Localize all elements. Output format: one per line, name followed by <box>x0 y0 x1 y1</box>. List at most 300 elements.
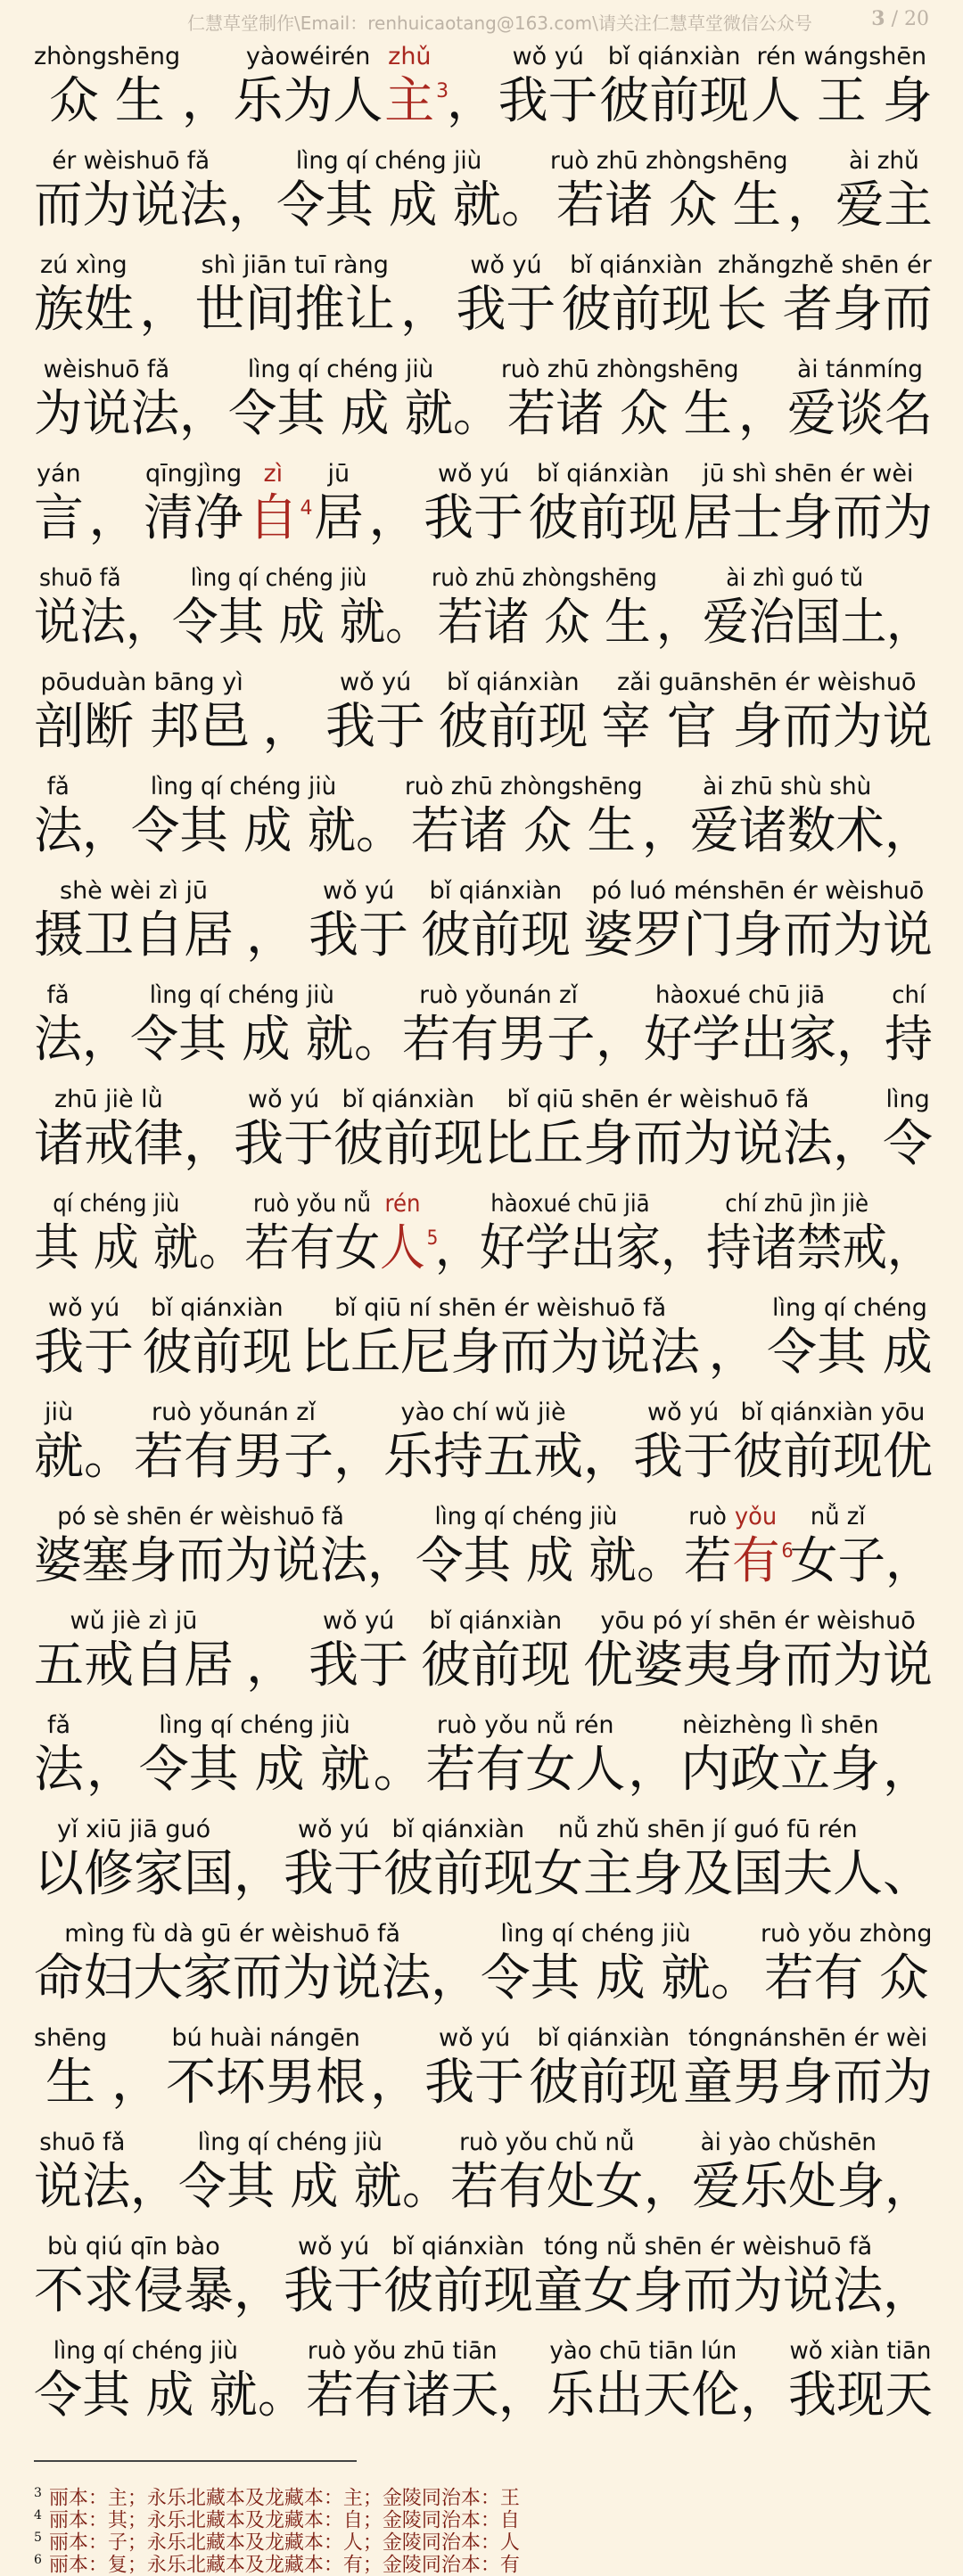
hanzi: 宰 官 身而为说 <box>601 698 933 756</box>
pinyin: bǐ qiū shēn ér wèishuō fǎ <box>506 1086 810 1113</box>
hanzi: ， <box>86 1741 136 1799</box>
pinyin: wǒ yú <box>340 669 412 696</box>
hanzi: 法 <box>34 1741 84 1799</box>
text-line <box>0 771 963 875</box>
pinyin: shì jiān tuī ràng <box>201 251 389 279</box>
hanzi: 彼前现 <box>383 2262 533 2320</box>
hanzi: 童男身而为 <box>683 2054 933 2112</box>
hanzi: 我于 <box>309 907 408 964</box>
hanzi: 乐为人 <box>233 72 383 130</box>
hanzi: 说法 <box>34 2158 131 2216</box>
hanzi: 乐持五戒 <box>383 1428 583 1486</box>
pinyin: wǒ yú <box>48 1294 120 1322</box>
text-line <box>0 41 963 145</box>
hanzi: 剖断 邦邑 <box>34 698 250 756</box>
pinyin: hàoxué chū jiā <box>654 981 825 1009</box>
hanzi: ， <box>708 1324 759 1382</box>
hanzi: 。 <box>385 594 432 652</box>
hanzi: 令其 成 就 <box>481 1949 712 2007</box>
pinyin: bǐ qiánxiàn <box>537 2024 671 2052</box>
hanzi: ， <box>595 1011 644 1069</box>
pinyin: bǐ qiánxiàn <box>342 1086 475 1113</box>
hanzi: 令其 成 就 <box>178 2158 402 2216</box>
hanzi: 而为说法 <box>34 176 228 234</box>
hanzi: 彼前现 <box>421 907 571 964</box>
footnote-number: 6 <box>34 2553 42 2567</box>
pinyin: pó luó ménshēn ér wèishuō <box>591 877 925 905</box>
hanzi: 持诸禁戒 <box>706 1219 888 1277</box>
pinyin: mìng fù dà gū ér wèishuō fǎ <box>64 1920 400 1948</box>
hanzi: ， <box>184 1115 234 1173</box>
pinyin: zhǔ <box>388 43 432 70</box>
footnote-divider <box>34 2460 357 2462</box>
hanzi: 爱主 <box>835 176 933 234</box>
pinyin: wǒ yú <box>647 1399 720 1426</box>
hanzi: 居士身而为 <box>683 489 933 547</box>
hanzi: 若有女 <box>243 1219 380 1277</box>
pinyin: zhū jiè lǜ <box>54 1086 163 1113</box>
pinyin: ài tánmíng <box>797 356 923 383</box>
pinyin: yào chū tiān lún <box>549 2337 737 2365</box>
hanzi: 我于 <box>284 2262 383 2320</box>
pinyin: rén wángshēn <box>756 43 927 70</box>
footnote-ref: 4 <box>300 497 313 520</box>
hanzi: ， <box>738 385 787 443</box>
hanzi: 。 <box>636 1532 685 1590</box>
hanzi: 。 <box>84 1428 134 1486</box>
hanzi: 居 <box>314 489 364 547</box>
pinyin: ruò yǒu nǚ <box>252 1190 371 1218</box>
hanzi: 我于 <box>456 281 556 339</box>
pinyin: bú huài nángēn <box>171 2024 360 2052</box>
pinyin: chí <box>892 981 926 1009</box>
pinyin: bù qiú qīn bào <box>47 2233 220 2260</box>
hanzi: ， <box>368 489 419 547</box>
hanzi: 持 <box>884 1011 933 1069</box>
hanzi: 好学出家 <box>643 1011 836 1069</box>
hanzi: 彼前现 <box>333 1115 483 1173</box>
footnote-text: 丽本：复；永乐北藏本及龙藏本：有；金陵同治本：有 <box>48 2554 520 2576</box>
pinyin: jū shì shēn ér wèi <box>703 460 914 488</box>
hanzi: 不求侵暴 <box>34 2262 234 2320</box>
hanzi: ， <box>885 1532 933 1590</box>
text-line <box>0 667 963 771</box>
hanzi: ， <box>628 1741 679 1799</box>
pinyin: ruò yǒu zhū tiān <box>308 2337 498 2365</box>
text-line <box>0 1814 963 1918</box>
hanzi: 比丘身而为说法 <box>483 1115 833 1173</box>
hanzi: 。 <box>373 1741 424 1799</box>
hanzi: 命妇大家而为说法 <box>34 1949 432 2007</box>
hanzi: 令其 成 就 <box>415 1532 637 1590</box>
footnote-text: 丽本：子；永乐北藏本及龙藏本：人；金陵同治本：人 <box>48 2531 520 2555</box>
hanzi: ， <box>498 2367 547 2424</box>
hanzi: 令其 成 就 <box>227 385 453 443</box>
hanzi: ， <box>835 1011 885 1069</box>
hanzi: 令其 成 <box>767 1324 933 1382</box>
footnote-item <box>34 2527 926 2555</box>
hanzi: ， <box>641 802 691 860</box>
pinyin: lìng qí chéng jiù <box>295 147 482 175</box>
page-header <box>0 0 963 39</box>
hanzi: 优婆夷身而为说 <box>583 1637 933 1694</box>
hanzi: ， <box>367 1532 416 1590</box>
hanzi: 。 <box>711 1949 761 2007</box>
hanzi: 内政立身 <box>680 1741 881 1799</box>
hanzi: 彼前现 <box>438 698 588 756</box>
hanzi: ， <box>130 2158 179 2216</box>
hanzi: 童女身而为说法 <box>533 2262 883 2320</box>
hanzi: 令 <box>883 1115 933 1173</box>
hanzi: 我于 <box>424 2054 524 2112</box>
pinyin: bǐ qiánxiàn <box>447 669 580 696</box>
hanzi: ， <box>786 176 836 234</box>
pinyin: lìng qí chéng jiù <box>197 2129 383 2156</box>
page-current: 3 <box>871 7 885 30</box>
footnotes <box>34 2482 926 2576</box>
text-line <box>0 458 963 562</box>
hanzi: 若诸 众 生 <box>410 802 636 860</box>
hanzi: ， <box>886 594 933 652</box>
pinyin: bǐ qiánxiàn <box>391 2233 525 2260</box>
pinyin: bǐ qiánxiàn <box>151 1294 284 1322</box>
pinyin: ài zhū shù shù <box>703 773 872 800</box>
pinyin: wǒ yú <box>298 2233 370 2260</box>
pinyin: wǔ jiè zì jū <box>70 1607 198 1635</box>
hanzi: 若有女人 <box>425 1741 626 1799</box>
hanzi: 不坏男根 <box>166 2054 366 2112</box>
hanzi: 。 <box>354 1011 403 1069</box>
pinyin: tóng nǚ shēn ér wèishuō fǎ <box>544 2233 873 2260</box>
pinyin: ruò yǒunán zǐ <box>152 1399 316 1426</box>
page-total: / 20 <box>891 8 929 30</box>
hanzi: 若 <box>684 1532 732 1590</box>
sutra-text <box>0 41 963 2440</box>
pinyin: yōu pó yí shēn ér wèishuō <box>600 1607 916 1635</box>
pinyin: ruò yǒu zhòng <box>761 1920 933 1948</box>
hanzi: ， <box>88 489 139 547</box>
footnote-item <box>34 2549 926 2576</box>
hanzi: 法 <box>34 1011 83 1069</box>
pinyin: lìng qí chéng jiù <box>53 2337 238 2365</box>
pinyin: wǒ yú <box>298 1816 370 1843</box>
footnote-item <box>34 2505 926 2532</box>
footnote-ref: 5 <box>426 1227 439 1250</box>
hanzi: 生 <box>45 2054 95 2112</box>
pinyin: shè wèi zì jū <box>60 877 209 905</box>
pinyin: wǒ yú <box>323 1607 395 1635</box>
hanzi: 婆塞身而为说法 <box>34 1532 368 1590</box>
hanzi: 若有男子 <box>134 1428 333 1486</box>
text-line <box>0 2127 963 2231</box>
text-line <box>0 980 963 1084</box>
pinyin: yán <box>37 460 81 488</box>
hanzi: 我于 <box>424 489 523 547</box>
hanzi: ， <box>643 2158 692 2216</box>
hanzi: 彼前现 <box>561 281 712 339</box>
pinyin: bǐ qiū ní shēn ér wèishuō fǎ <box>334 1294 667 1322</box>
footnote-text: 丽本：主；永乐北藏本及龙藏本：主；金陵同治本：王 <box>48 2487 520 2510</box>
pinyin: zhǎngzhě shēn ér <box>718 251 932 279</box>
hanzi: ， <box>883 2262 933 2320</box>
pinyin: bǐ qiánxiàn <box>570 251 703 279</box>
hanzi: 五戒自居 <box>34 1637 234 1694</box>
pinyin: jiù <box>45 1399 74 1426</box>
pinyin: lìng <box>885 1086 930 1113</box>
pinyin: yǒu <box>734 1503 777 1530</box>
text-line <box>0 1397 963 1501</box>
pinyin: lìng qí chéng jiù <box>149 981 335 1009</box>
pinyin: ài zhǔ <box>849 147 919 175</box>
hanzi: 令其 成 就 <box>130 802 356 860</box>
text-line <box>0 250 963 354</box>
pinyin: ài zhì guó tǔ <box>726 564 864 592</box>
text-line <box>0 875 963 980</box>
pinyin: lìng qí chéng jiù <box>500 1920 691 1948</box>
pinyin: lìng qí chéng <box>772 1294 927 1322</box>
hanzi: 就 <box>34 1428 84 1486</box>
text-line <box>0 562 963 667</box>
hanzi: 若诸 众 生 <box>507 385 733 443</box>
hanzi: ， <box>126 594 172 652</box>
hanzi: 其 成 就 <box>34 1219 199 1277</box>
hanzi: ， <box>179 385 228 443</box>
pinyin: ruò zhū zhòngshēng <box>404 773 643 800</box>
pinyin: shēng <box>34 2024 108 2052</box>
hanzi: 彼前现 <box>528 489 679 547</box>
pinyin: zì <box>263 460 284 488</box>
hanzi: ， <box>656 594 704 652</box>
pinyin: fǎ <box>47 1711 71 1739</box>
hanzi: 令其 成 就 <box>171 594 385 652</box>
pinyin: bǐ qiánxiàn <box>537 460 670 488</box>
hanzi: ， <box>82 802 131 860</box>
hanzi: 有 <box>731 1532 780 1590</box>
hanzi: ， <box>234 1845 284 1903</box>
pinyin: jū <box>327 460 350 488</box>
hanzi: ， <box>181 72 232 130</box>
pinyin: lìng qí chéng jiù <box>247 356 433 383</box>
hanzi: ， <box>446 72 497 130</box>
hanzi: ， <box>139 281 190 339</box>
hanzi: 我于 <box>633 1428 733 1486</box>
pinyin: pó sè shēn ér wèishuō fǎ <box>57 1503 344 1530</box>
pinyin: hàoxué chū jiā <box>490 1190 651 1218</box>
hanzi: 女子 <box>789 1532 885 1590</box>
hanzi: 若诸 众 生 <box>437 594 651 652</box>
hanzi: 彼前现 <box>142 1324 292 1382</box>
hanzi: 若有 众 <box>764 1949 929 2007</box>
pinyin: ér wèishuō fǎ <box>52 147 210 175</box>
pinyin: lìng qí chéng jiù <box>159 1711 350 1739</box>
hanzi: 人 <box>379 1219 425 1277</box>
pinyin: ruò <box>688 1503 728 1530</box>
pinyin: ruò yǒunán zǐ <box>419 981 579 1009</box>
hanzi: 令其 成 就 <box>276 176 502 234</box>
hanzi: 女主身及国夫人 <box>533 1845 883 1903</box>
hanzi: 我于 <box>498 72 598 130</box>
pinyin: zú xìng <box>40 251 128 279</box>
hanzi: ， <box>883 1741 933 1799</box>
pinyin: qīngjìng <box>145 460 243 488</box>
footnote-number: 5 <box>34 2531 42 2545</box>
pinyin: tóngnánshēn ér wèi <box>688 2024 928 2052</box>
hanzi: 令其 成 就 <box>34 2367 258 2424</box>
pinyin: shuō fǎ <box>38 564 121 592</box>
hanzi: 清净 <box>144 489 243 547</box>
hanzi: ， <box>434 1219 481 1277</box>
hanzi: ， <box>262 698 313 756</box>
hanzi: ， <box>111 2054 161 2112</box>
pinyin: yào chí wǔ jiè <box>400 1399 566 1426</box>
hanzi: 若诸 众 生 <box>556 176 781 234</box>
pinyin: wǒ yú <box>439 2024 511 2052</box>
text-line <box>0 1188 963 1292</box>
hanzi: ， <box>833 1115 883 1173</box>
pinyin: wǒ yú <box>323 877 395 905</box>
text-line <box>0 1084 963 1188</box>
hanzi: 彼前现 <box>421 1637 571 1694</box>
hanzi: 我现天 <box>787 2367 933 2424</box>
pinyin: fǎ <box>46 773 70 800</box>
hanzi: ， <box>400 281 450 339</box>
pinyin: bǐ qiánxiàn <box>607 43 741 70</box>
hanzi: 令其 成 就 <box>138 1741 371 1799</box>
hanzi: 比丘尼身而为说法 <box>300 1324 700 1382</box>
pinyin: ruò zhū zhòngshēng <box>549 147 788 175</box>
hanzi: 摄卫自居 <box>34 907 234 964</box>
pinyin: yǐ xiū jiā guó <box>57 1816 211 1843</box>
pinyin: shuō fǎ <box>39 2129 126 2156</box>
text-line <box>0 2231 963 2335</box>
hanzi: 彼前现 <box>529 2054 679 2112</box>
pinyin: wǒ yú <box>470 251 542 279</box>
hanzi: 族姓 <box>34 281 134 339</box>
hanzi: 长 者身而 <box>717 281 933 339</box>
hanzi: 。 <box>501 176 550 234</box>
hanzi: 自 <box>248 489 299 547</box>
pinyin: wèishuō fǎ <box>43 356 170 383</box>
page-number <box>871 7 929 30</box>
pinyin: rén <box>384 1190 421 1218</box>
header-watermark-text: 仁慧草堂制作\Email：renhuicaotang@163.com\请关注仁慧草堂微信公众号 <box>187 12 812 34</box>
hanzi: 众 生 <box>49 72 165 130</box>
hanzi: ， <box>82 1011 131 1069</box>
pinyin: wǒ yú <box>248 1086 320 1113</box>
hanzi: 好学出家 <box>480 1219 662 1277</box>
hanzi: 乐出天伦 <box>547 2367 740 2424</box>
pinyin: zǎi guānshēn ér wèishuō <box>617 669 917 696</box>
hanzi: ， <box>227 176 276 234</box>
hanzi: 主 <box>384 72 435 130</box>
pinyin: bǐ qiánxiàn <box>429 1607 563 1635</box>
footnote-ref: 6 <box>781 1540 794 1563</box>
hanzi: 。 <box>453 385 502 443</box>
hanzi: ， <box>246 1637 296 1694</box>
text-line <box>0 1710 963 1814</box>
hanzi: 我于 <box>234 1115 333 1173</box>
pinyin: nèizhèng lì shēn <box>682 1711 879 1739</box>
pinyin: bǐ qiánxiàn <box>429 877 563 905</box>
pinyin: ruò yǒu chǔ nǚ <box>459 2129 635 2156</box>
text-line <box>0 1292 963 1397</box>
pinyin: chí zhū jìn jiè <box>725 1190 869 1218</box>
hanzi: 、 <box>883 1845 933 1903</box>
text-line <box>0 1918 963 2022</box>
pinyin: qí chéng jiù <box>53 1190 180 1218</box>
text-line <box>0 145 963 250</box>
hanzi: 爱谈名 <box>786 385 933 443</box>
hanzi: 彼前现 <box>599 72 750 130</box>
hanzi: 言 <box>34 489 84 547</box>
hanzi: 说法 <box>34 594 127 652</box>
hanzi: 。 <box>356 802 405 860</box>
hanzi: ， <box>583 1428 633 1486</box>
pinyin: zhòngshēng <box>34 43 181 70</box>
hanzi: ， <box>370 2054 420 2112</box>
hanzi: 若有男子 <box>402 1011 596 1069</box>
text-line <box>0 1605 963 1710</box>
hanzi: ， <box>884 2158 933 2216</box>
hanzi: 以修家国 <box>34 1845 234 1903</box>
hanzi: 世间推让 <box>194 281 395 339</box>
hanzi: ， <box>739 2367 788 2424</box>
footnote-number: 4 <box>34 2508 42 2523</box>
pinyin: wǒ yú <box>438 460 510 488</box>
hanzi: 我于 <box>325 698 425 756</box>
pinyin: nǚ zǐ <box>810 1503 866 1530</box>
hanzi: 诸戒律 <box>34 1115 184 1173</box>
pinyin: wǒ xiàn tiān <box>789 2337 932 2365</box>
hanzi: 。 <box>402 2158 451 2216</box>
hanzi: 我于 <box>34 1324 134 1382</box>
hanzi: 婆罗门身而为说 <box>583 907 933 964</box>
hanzi: 法 <box>34 802 83 860</box>
pinyin: lìng qí chéng jiù <box>150 773 336 800</box>
hanzi: ， <box>246 907 296 964</box>
pinyin: ruò yǒu nǚ rén <box>436 1711 614 1739</box>
pinyin: nǚ zhǔ shēn jí guó fū rén <box>558 1816 858 1843</box>
hanzi: 。 <box>198 1219 244 1277</box>
hanzi: ， <box>887 1219 933 1277</box>
pinyin: lìng qí chéng jiù <box>190 564 367 592</box>
pinyin: bǐ qiánxiàn yōu <box>740 1399 926 1426</box>
hanzi: 爱诸数术 <box>690 802 885 860</box>
hanzi: 彼前现优 <box>733 1428 933 1486</box>
pinyin: ài yào chǔshēn <box>700 2129 877 2156</box>
hanzi: 我于 <box>284 1845 383 1903</box>
pinyin: pōuduàn bāng yì <box>40 669 243 696</box>
text-line <box>0 1501 963 1605</box>
pinyin: yàowéirén <box>245 43 371 70</box>
hanzi: 若有处女 <box>450 2158 644 2216</box>
hanzi: ， <box>431 1949 482 2007</box>
pinyin: wǒ yú <box>512 43 584 70</box>
hanzi: 为说法 <box>34 385 180 443</box>
pinyin: lìng qí chéng jiù <box>434 1503 617 1530</box>
hanzi: 爱治国土 <box>703 594 887 652</box>
text-line <box>0 2022 963 2127</box>
pinyin: ruò zhū zhòngshēng <box>501 356 739 383</box>
pinyin: bǐ qiánxiàn <box>391 1816 525 1843</box>
text-line <box>0 354 963 458</box>
footnote-text: 丽本：其；永乐北藏本及龙藏本：自；金陵同治本：自 <box>48 2509 520 2532</box>
hanzi: ， <box>661 1219 707 1277</box>
hanzi: ， <box>884 802 933 860</box>
footnote-ref: 3 <box>436 80 449 103</box>
hanzi: ， <box>234 2262 284 2320</box>
hanzi: 我于 <box>309 1637 408 1694</box>
